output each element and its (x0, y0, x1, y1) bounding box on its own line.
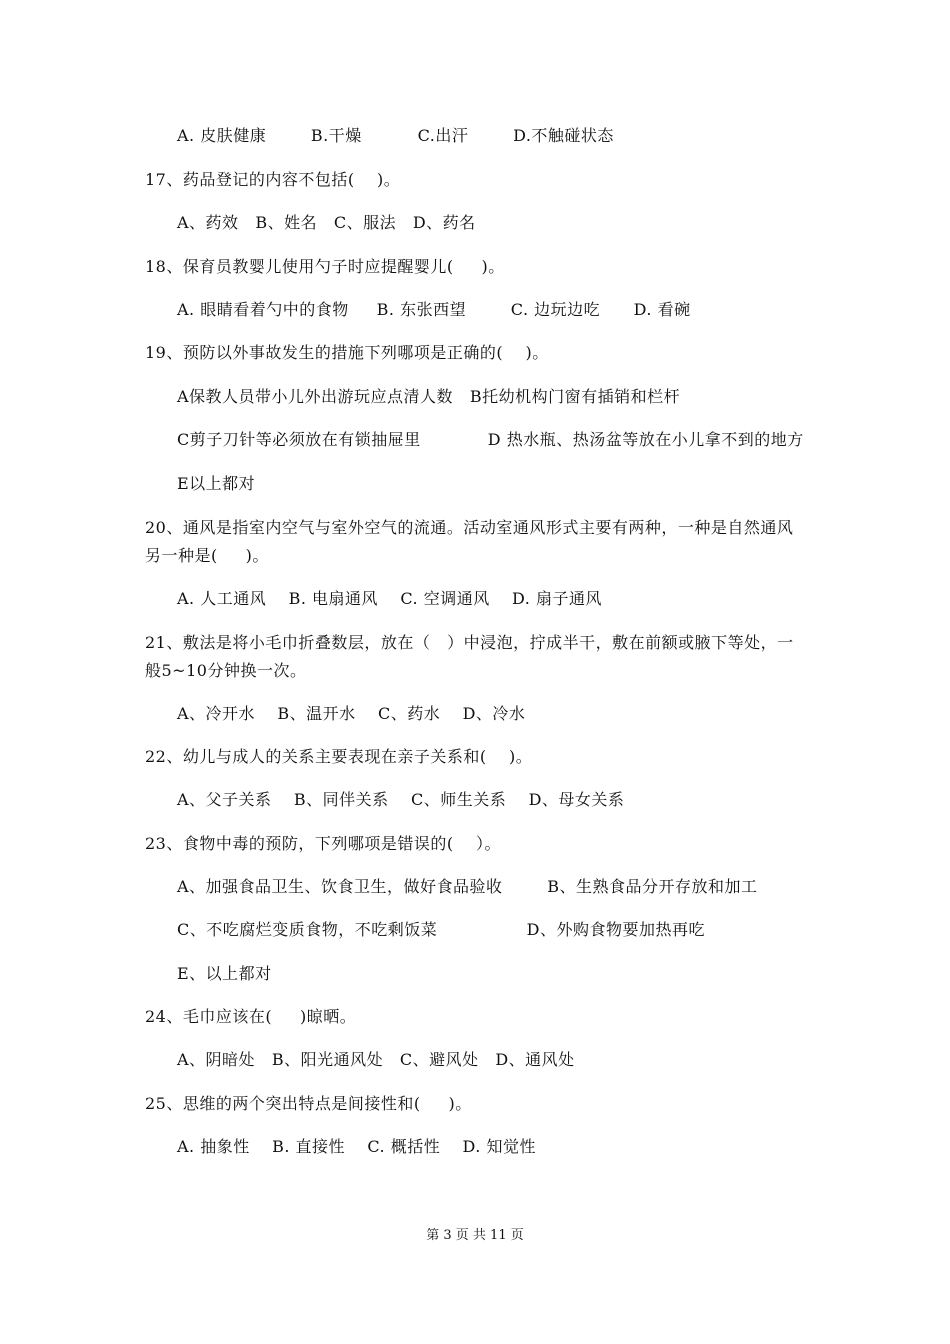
q18-question: 18、保育员教婴儿使用勺子时应提醒婴儿( )。 (145, 257, 505, 276)
q21-question-line1: 21、敷法是将小毛巾折叠数层，放在（ ）中浸泡，拧成半干，敷在前额或腋下等处，一 (145, 633, 794, 652)
q25-question: 25、思维的两个突出特点是间接性和( )。 (145, 1094, 472, 1113)
q18-options: A. 眼睛看着勺中的食物 B. 东张西望 C. 边玩边吃 D. 看碗 (177, 300, 691, 319)
q24-question: 24、毛巾应该在( )晾晒。 (145, 1007, 357, 1026)
q23-option-e: E、以上都对 (177, 964, 272, 983)
q22-question: 22、幼儿与成人的关系主要表现在亲子关系和( )。 (145, 747, 533, 766)
q17-options: A、药效 B、姓名 C、服法 D、药名 (177, 213, 476, 232)
page-footer: 第 3 页 共 11 页 (426, 1228, 524, 1243)
q20-options: A. 人工通风 B. 电扇通风 C. 空调通风 D. 扇子通风 (177, 589, 602, 608)
q21-question-line2: 般5~10分钟换一次。 (145, 661, 307, 680)
q17-question: 17、药品登记的内容不包括( )。 (145, 170, 401, 189)
q20-question-line2: 另一种是( )。 (145, 546, 269, 565)
q24-options: A、阴暗处 B、阳光通风处 C、避风处 D、通风处 (177, 1050, 575, 1069)
q23-options-ab: A、加强食品卫生、饮食卫生，做好食品验收 B、生熟食品分开存放和加工 (177, 877, 758, 896)
q19-options-ab: A保教人员带小儿外出游玩应点清人数 B托幼机构门窗有插销和栏杆 (177, 387, 681, 406)
q16-options: A. 皮肤健康 B.干燥 C.出汗 D.不触碰状态 (177, 126, 614, 145)
q23-options-cd: C、不吃腐烂变质食物，不吃剩饭菜 D、外购食物要加热再吃 (177, 920, 705, 939)
q22-options: A、父子关系 B、同伴关系 C、师生关系 D、母女关系 (177, 790, 625, 809)
q19-options-cd: C剪子刀针等必须放在有锁抽屉里 D 热水瓶、热汤盆等放在小儿拿不到的地方 (177, 430, 804, 449)
q21-options: A、冷开水 B、温开水 C、药水 D、冷水 (177, 704, 526, 723)
q19-question: 19、预防以外事故发生的措施下列哪项是正确的( )。 (145, 343, 549, 362)
q19-option-e: E以上都对 (177, 474, 256, 493)
q25-options: A. 抽象性 B. 直接性 C. 概括性 D. 知觉性 (177, 1137, 536, 1156)
q20-question-line1: 20、通风是指室内空气与室外空气的流通。活动室通风形式主要有两种，一种是自然通风 (145, 518, 794, 537)
q23-question: 23、食物中毒的预防，下列哪项是错误的( ）。 (145, 834, 501, 853)
